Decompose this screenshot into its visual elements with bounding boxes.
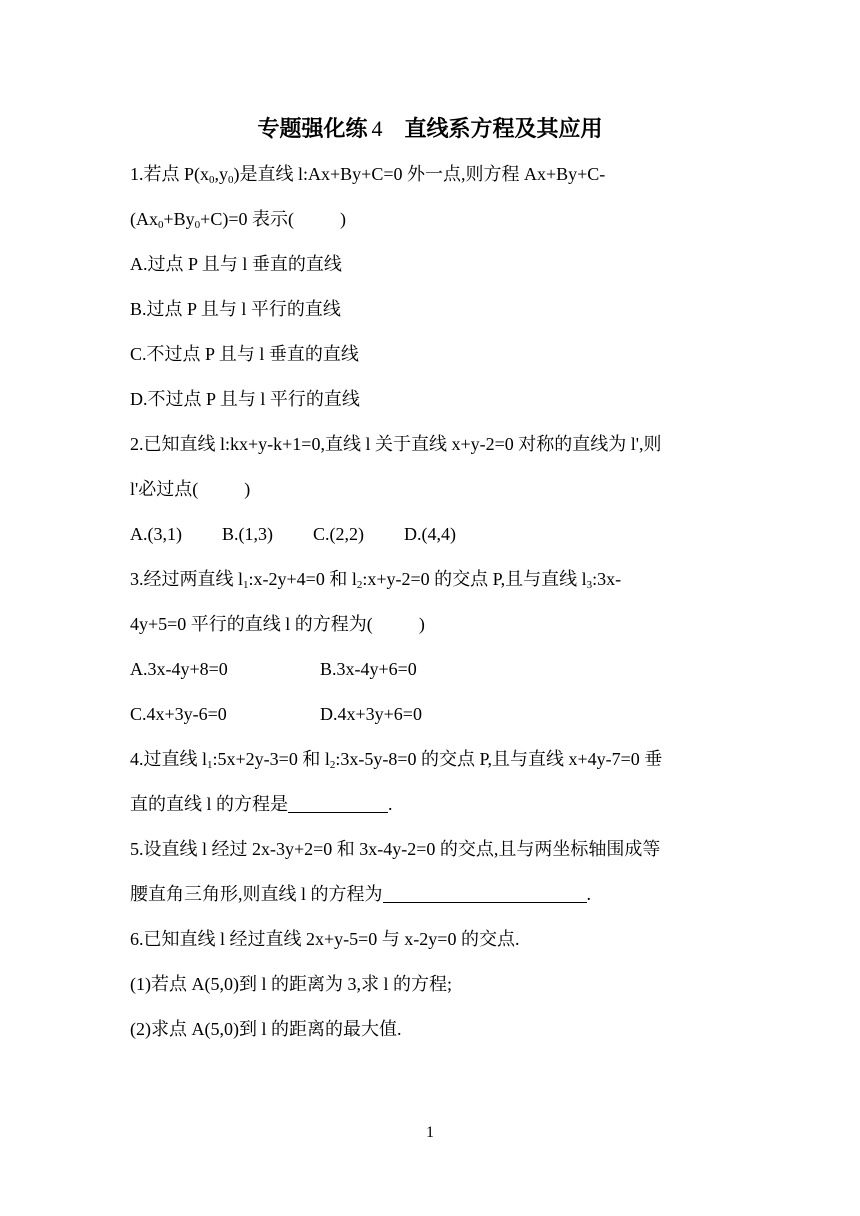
q2-line1: 2.已知直线 l:kx+y-k+1=0,直线 l 关于直线 x+y-2=0 对称的直线为 l',则	[130, 434, 662, 454]
answer-blank[interactable]	[288, 794, 388, 813]
q2-text: l'必过点(	[130, 479, 199, 499]
q3-text: 3.经过两直线 l	[130, 569, 244, 589]
q3-text: :x-2y+4=0 和 l	[248, 569, 357, 589]
q3-text: 4y+5=0 平行的直线 l 的方程为(	[130, 614, 373, 634]
q3-sub: 3	[586, 579, 593, 591]
q1-text: ,y	[214, 164, 229, 184]
q1-option-c: C.不过点 P 且与 l 垂直的直线	[130, 344, 359, 364]
q4-text: :3x-5y-8=0 的交点 P,且与直线 x+4y-7=0 垂	[335, 749, 663, 769]
q1-sub: 0	[194, 219, 201, 231]
page-number: 1	[426, 1124, 434, 1141]
q3-sub: 2	[356, 579, 363, 591]
q3-line2	[130, 612, 425, 636]
q4-text: :5x+2y-3=0 和 l	[212, 749, 330, 769]
title-topic: 直线系方程及其应用	[404, 117, 603, 142]
q1-line1	[130, 162, 605, 186]
q6-part1: (1)若点 A(5,0)到 l 的距离为 3,求 l 的方程;	[130, 974, 452, 994]
q3-option-b: B.3x-4y+6=0	[320, 659, 417, 679]
q3-option-c: C.4x+3y-6=0	[130, 704, 227, 724]
q2-line2	[130, 477, 250, 501]
q5-text: .	[586, 884, 591, 904]
q3-text: :x+y-2=0 的交点 P,且与直线 l	[362, 569, 587, 589]
q1-sub: 0	[209, 174, 215, 186]
q2-option-c: C.(2,2)	[313, 524, 364, 544]
q1-option-d: D.不过点 P 且与 l 平行的直线	[130, 389, 360, 409]
q1-sub: 0	[158, 219, 164, 231]
q1-text: (Ax	[130, 209, 158, 229]
q3-option-d: D.4x+3y+6=0	[320, 704, 422, 724]
q4-line1	[130, 747, 662, 771]
q1-text: )是直线 l:Ax+By+C=0 外一点,则方程 Ax+By+C-	[233, 164, 606, 184]
q3-text: :3x-	[592, 569, 622, 589]
title-text: 专题强化练	[257, 117, 368, 142]
q1-text: +By	[163, 209, 195, 229]
q2-option-b: B.(1,3)	[222, 524, 273, 544]
answer-blank[interactable]	[383, 884, 587, 903]
q1-text: +C)=0 表示(	[200, 209, 294, 229]
q1-text: )	[339, 209, 346, 229]
q2-option-d: D.(4,4)	[404, 524, 456, 544]
q5-line2	[130, 882, 591, 906]
q2-options	[130, 522, 456, 546]
q1-sub: 0	[228, 174, 234, 186]
q1-text: 1.若点 P(x	[130, 164, 210, 184]
q4-text: 直的直线 l 的方程是	[130, 794, 289, 814]
q3-option-a: A.3x-4y+8=0	[130, 659, 228, 679]
q3-line1	[130, 567, 621, 591]
q4-sub: 1	[207, 759, 213, 771]
q1-line2	[130, 207, 346, 231]
q4-text: .	[388, 794, 393, 814]
q1-option-b: B.过点 P 且与 l 平行的直线	[130, 299, 341, 319]
page-title	[0, 112, 860, 143]
q6-line1: 6.已知直线 l 经过直线 2x+y-5=0 与 x-2y=0 的交点.	[130, 929, 520, 949]
q1-option-a: A.过点 P 且与 l 垂直的直线	[130, 254, 342, 274]
q4-line2	[130, 792, 393, 816]
q4-text: 4.过直线 l	[130, 749, 208, 769]
q6-part2: (2)求点 A(5,0)到 l 的距离的最大值.	[130, 1019, 402, 1039]
title-number: 4	[371, 116, 383, 141]
q4-sub: 2	[329, 759, 336, 771]
q2-option-a: A.(3,1)	[130, 524, 182, 544]
q5-text: 腰直角三角形,则直线 l 的方程为	[130, 884, 383, 904]
q2-text: )	[244, 479, 251, 499]
q3-text: )	[418, 614, 425, 634]
q5-line1: 5.设直线 l 经过 2x-3y+2=0 和 3x-4y-2=0 的交点,且与两坐标轴围成等	[130, 839, 661, 859]
q3-sub: 1	[243, 579, 249, 591]
